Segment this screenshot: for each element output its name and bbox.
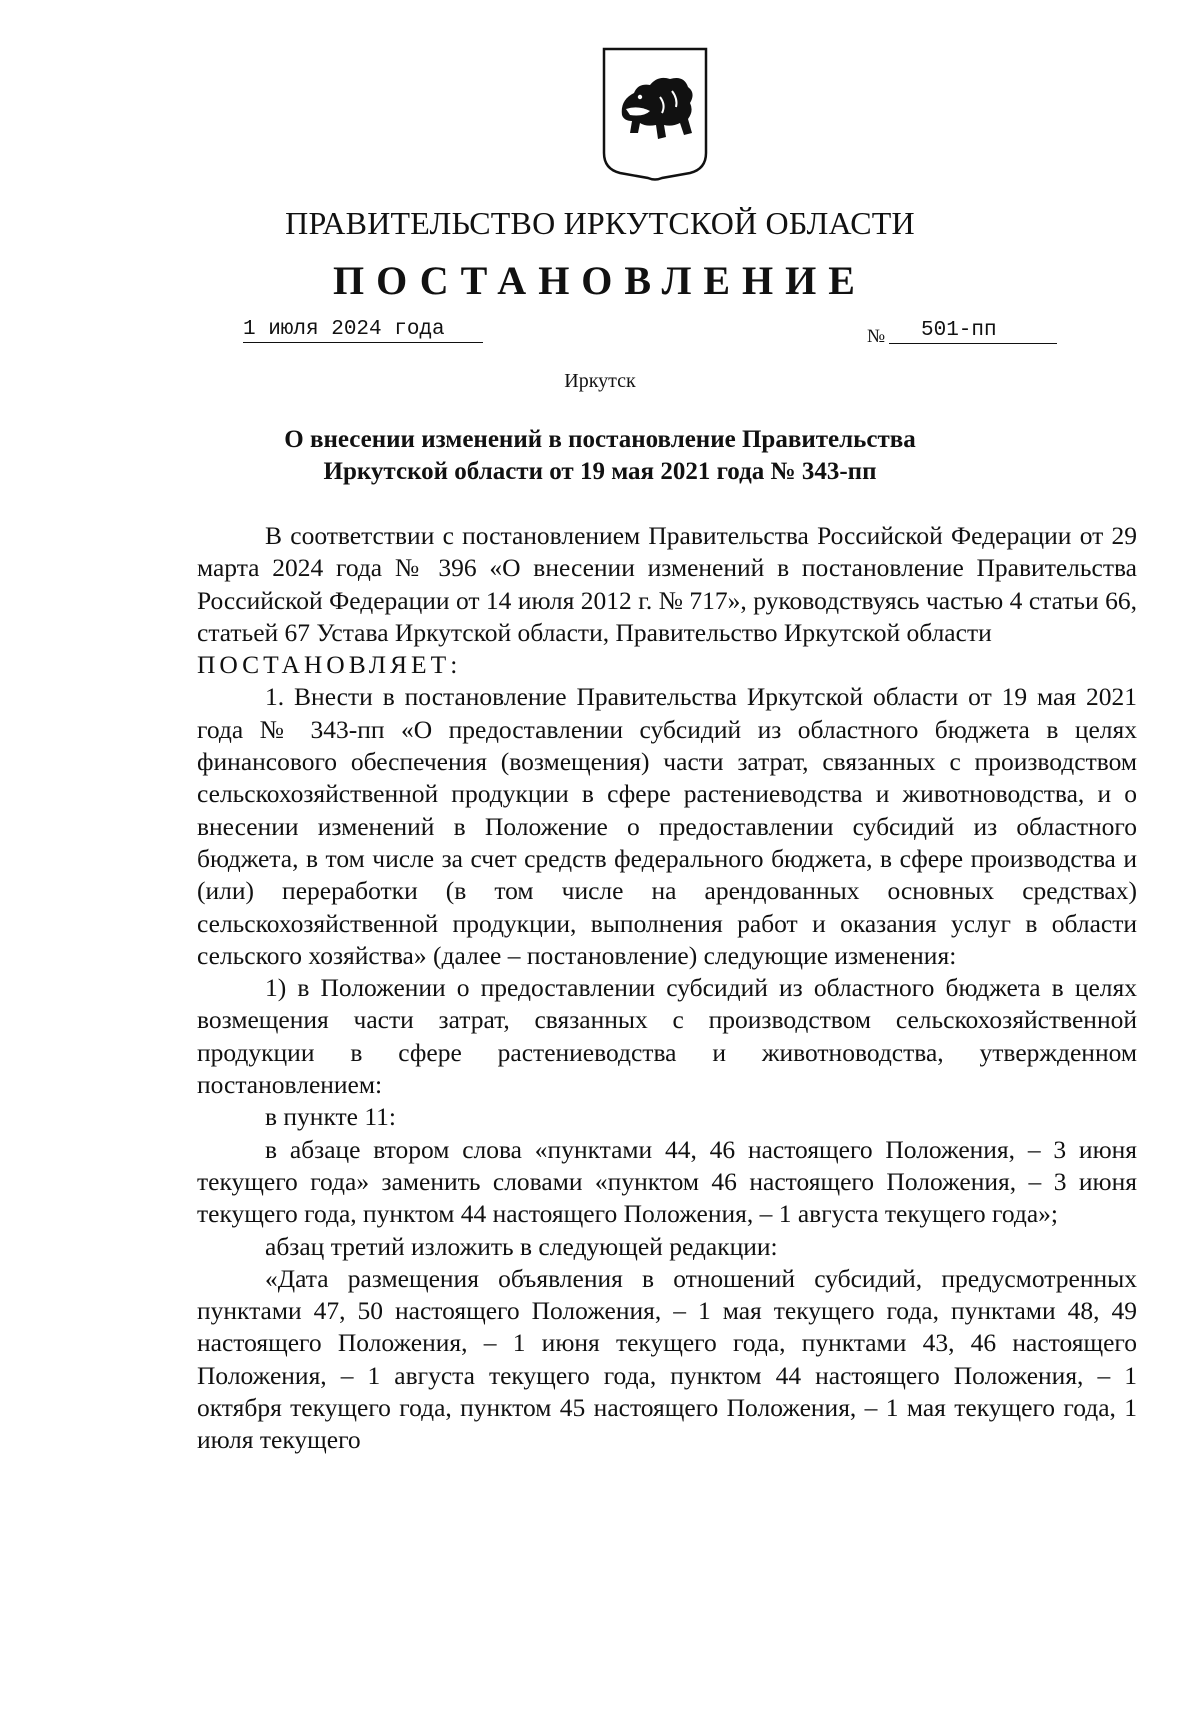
paragraph-second-change: в абзаце втором слова «пунктами 44, 46 настоящего Положения, – 3 июня текущего года» заменить словами «пунктом 46 настоящего Положения, – 3 июня текущего года, пунктом 44 настоящего Положения, – 1 августа текущего года»; <box>197 1134 1137 1229</box>
document-number-block <box>867 319 1057 356</box>
government-name: ПРАВИТЕЛЬСТВО ИРКУТСКОЙ ОБЛАСТИ <box>285 205 915 241</box>
subitem-1-paragraph: 1) в Положении о предоставлении субсидий из областного бюджета в целях возмещения части затрат, связанных с производством сельскохозяйственной продукции в сфере растениеводства и животноводства, утвержденном постановлением: <box>197 973 1137 1100</box>
document-type-title: ПОСТАНОВЛЕНИЕ <box>333 258 867 303</box>
document-number: 501-пп <box>889 319 1057 344</box>
document-subject: О внесении изменений в постановление Правительства Иркутской области от 19 мая 2021 года № 343-пп <box>284 426 916 485</box>
decree-word: ПОСТАНОВЛЯЕТ: <box>197 650 462 680</box>
city-name: Иркутск <box>564 370 636 392</box>
paragraph-third-change: абзац третий изложить в следующей редакции: <box>265 1231 778 1261</box>
coat-of-arms-icon <box>600 45 710 185</box>
preamble-paragraph: В соответствии с постановлением Правительства Российской Федерации от 29 марта 2024 года № 396 «О внесении изменений в постановление Правительства Российской Федерации от 14 июля 2012 г. № 717», руководствуясь частью 4 статьи 66, статьей 67 Устава Иркутской области, Правительство Иркутской области <box>197 521 1137 647</box>
document-body <box>197 520 1137 1457</box>
document-date: 1 июля 2024 года <box>243 318 483 343</box>
quoted-new-text: «Дата размещения объявления в отношений субсидий, предусмотренных пунктами 47, 50 настоящего Положения, – 1 мая текущего года, пунктами 48, 49 настоящего Положения, – 1 июня текущего года, пунктами 43, 46 настоящего Положения, – 1 августа текущего года, пунктом 44 настоящего Положения, – 1 октября текущего года, пунктом 45 настоящего Положения, – 1 мая текущего года, 1 июля текущего <box>197 1263 1137 1455</box>
point-11-paragraph: в пункте 11: <box>265 1102 396 1132</box>
item-1-paragraph: 1. Внести в постановление Правительства Иркутской области от 19 мая 2021 года № 343-пп «О предоставлении субсидий из областного бюджета в целях финансового обеспечения (возмещения) части затрат, связанных с производством сельскохозяйственной продукции в сфере растениеводства и животноводства, и о внесении изменений в Положение о предоставлении субсидий из областного бюджета, в том числе за счет средств федерального бюджета, в сфере производства и (или) переработки (в том числе на арендованных основных средствах) сельскохозяйственной продукции, выполнения работ и оказания услуг в области сельского хозяйства» (далее – постановление) следующие изменения: <box>197 682 1137 970</box>
number-sign: № <box>867 326 886 347</box>
